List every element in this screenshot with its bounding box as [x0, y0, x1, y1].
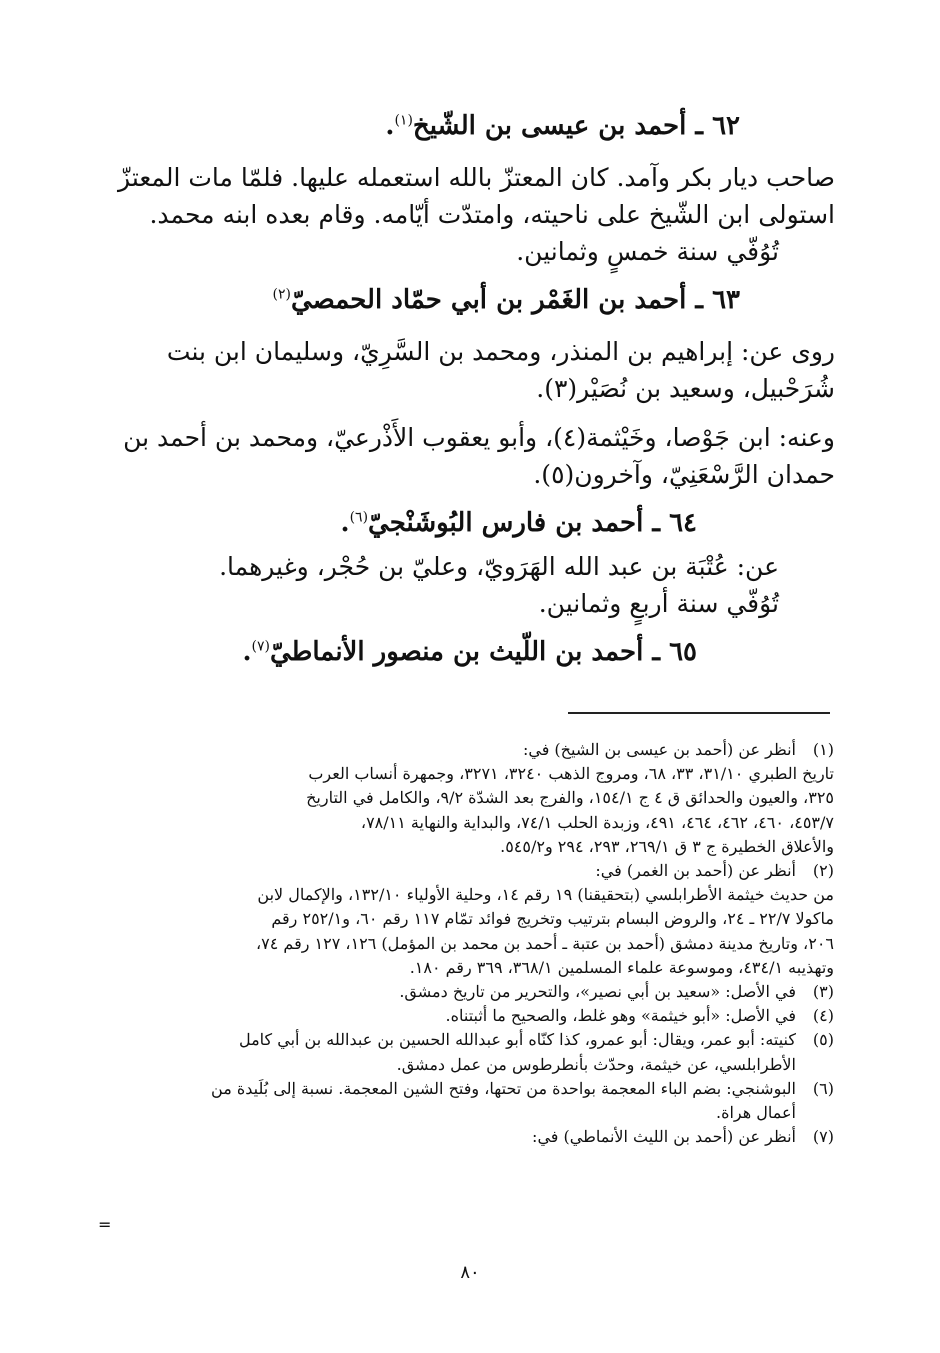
- footnote-line: ماكولا ٢٢/٧ ـ ٢٤، والروض البسام بترتيب وتخريج فوائد تمّام ١١٧ رقم ٦٠، و٢٥٢/١ رقم: [271, 909, 834, 929]
- footnote-line: وتهذيبه ٤٣٤/١، وموسوعة علماء المسلمين ٣٦٨/١، ٣٦٩ رقم ١٨٠.: [409, 957, 834, 977]
- footnote-1: [112, 738, 834, 859]
- text-line: عن: عُتْبَة بن عبد الله الهَرَويّ، وعليّ بن حُجْر، وغيرهما.: [219, 552, 779, 581]
- page-number: ٨٠: [460, 1262, 480, 1283]
- footnote-line: من حديث خيثمة الأطرابلسي (بتحقيقنا) ١٩ رقم ١٤، وحلية الأولياء ١٣٢/١٠، والإكمال لابن: [257, 885, 834, 905]
- footnote-number: (٥): [812, 1030, 834, 1050]
- text-line: تُوُفّي سنة أربعٍ وثمانين.: [538, 589, 779, 618]
- footnote-6: [112, 1077, 834, 1125]
- footnote-7: [112, 1125, 834, 1149]
- entry-narrators-from: [110, 333, 835, 407]
- footnote-number: (١): [812, 740, 834, 759]
- text-line: استولى ابن الشّيخ على ناحيته، وامتدّت أيّامه. وقام بعده ابنه محمد.: [149, 200, 835, 229]
- footnote-line: كنيته: أبو عمر، ويقال: أبو عمرو، كذا كنّاه أبو عبدالله الحسين بن عبدالله بن أبي كامل: [238, 1030, 796, 1050]
- continuation-mark: =: [98, 1215, 112, 1234]
- footnote-line: أنظر عن (أحمد بن عيسى بن الشيخ) في:: [522, 740, 796, 759]
- footnote-line: ٤٥٣/٧، ٤٦٠، ٤٦٢، ٤٦٤، ٤٩١، وزبدة الحلب ٧٤/١، والبداية والنهاية ٧٨/١١،: [360, 812, 834, 832]
- footnote-line: في الأصل: «سعيد بن أبي نصير»، والتحرير من تاريخ دمشق.: [399, 982, 796, 1002]
- footnote-line: البوشنجي: بضم الباء المعجمة بواحدة من تحتها، وفتح الشين المعجمة. نسبة إلى بُلَيدة من: [211, 1078, 796, 1098]
- text-line: صاحب ديار بكر وآمد. كان المعتزّ بالله استعمله عليها. فلمّا مات المعتزّ: [118, 163, 835, 192]
- footnote-line: في الأصل: «أبو خيثمة» وهو غلط، والصحيح ما أثبتناه.: [445, 1006, 796, 1026]
- text-line: شُرَحْبيل، وسعيد بن نُصَيْر(٣).: [536, 374, 835, 403]
- footnote-4: [112, 1004, 834, 1028]
- text-line: حمدان الرَّسْعَنِيّ، وآخرون(٥).: [533, 460, 835, 489]
- footnote-ref-2[interactable]: (٢): [272, 286, 292, 303]
- entry-narrators-to: [110, 419, 835, 493]
- entry-body-64: [110, 548, 835, 622]
- footnote-number: (٤): [812, 1006, 834, 1026]
- entry-heading-63: ٦٣ ـ أحمد بن الغَمْر بن أبي حمّاد الحمصيّ$^{(٢)}$: [272, 285, 740, 315]
- footnote-line: ٣٢٥، والعيون والحدائق ق ٤ ج ١٥٤/١، والفرج بعد الشدّة ٩/٢، والكامل في التاريخ: [306, 788, 834, 808]
- footnote-separator: [568, 712, 830, 714]
- footnote-ref-7[interactable]: (٧): [251, 638, 270, 655]
- text-line: روى عن: إبراهيم بن المنذر، ومحمد بن السَّرِيّ، وسليمان ابن بنت: [166, 337, 835, 366]
- footnote-ref-6[interactable]: (٦): [349, 509, 369, 526]
- footnote-line: أنظر عن (أحمد بن الليث الأنماطي) في:: [532, 1127, 796, 1147]
- entry-body-62: [110, 159, 835, 270]
- footnote-3: [112, 980, 834, 1004]
- footnote-number: (٦): [812, 1078, 834, 1098]
- entry-heading-62: ٦٢ ـ أحمد بن عيسى بن الشّيخ$^{(١)}$.: [385, 111, 740, 141]
- entry-heading-64: ٦٤ ـ أحمد بن فارس البُوشَنْجيّ$^{(٦)}$.: [340, 508, 697, 538]
- main-text: [110, 108, 835, 685]
- footnote-ref-1[interactable]: (١): [394, 112, 413, 129]
- footnote-number: (٢): [812, 861, 834, 881]
- footnotes: [112, 738, 834, 1149]
- footnote-line: أعمال هراة.: [715, 1103, 796, 1123]
- footnote-number: (٧): [812, 1127, 834, 1147]
- footnote-line: أنظر عن (أحمد بن الغمر) في:: [595, 861, 796, 881]
- text-line: تُوُفّي سنة خمسٍ وثمانين.: [516, 237, 779, 266]
- text-line: وعنه: ابن جَوْصا، وخَيْثمة(٤)، وأبو يعقوب الأَذْرعيّ، ومحمد بن أحمد بن: [123, 423, 835, 452]
- footnote-line: الأطرابلسي، عن خيثمة، وحدّث بأنطرطوس من عمل دمشق.: [396, 1054, 796, 1074]
- footnote-line: والأعلاق الخطيرة ج ٣ ق ٢٦٩/١، ٢٩٣، ٢٩٤ و٥٤٥/٢.: [500, 836, 834, 856]
- footnote-number: (٣): [812, 982, 834, 1002]
- footnote-line: ٢٠٦، وتاريخ مدينة دمشق (أحمد بن عتبة ـ أحمد بن محمد بن المؤمل) ١٢٦، ١٢٧ رقم ٧٤،: [255, 933, 834, 953]
- entry-heading-65: ٦٥ ـ أحمد بن اللّيث بن منصور الأنماطيّ$^{(٧)}$.: [242, 637, 697, 667]
- footnote-line: تاريخ الطبري ٣١/١٠، ٣٣، ٦٨، ومروج الذهب ٣٢٤٠، ٣٢٧١، وجمهرة أنساب العرب: [308, 764, 834, 784]
- footnote-5: [112, 1028, 834, 1076]
- footnote-2: [112, 859, 834, 980]
